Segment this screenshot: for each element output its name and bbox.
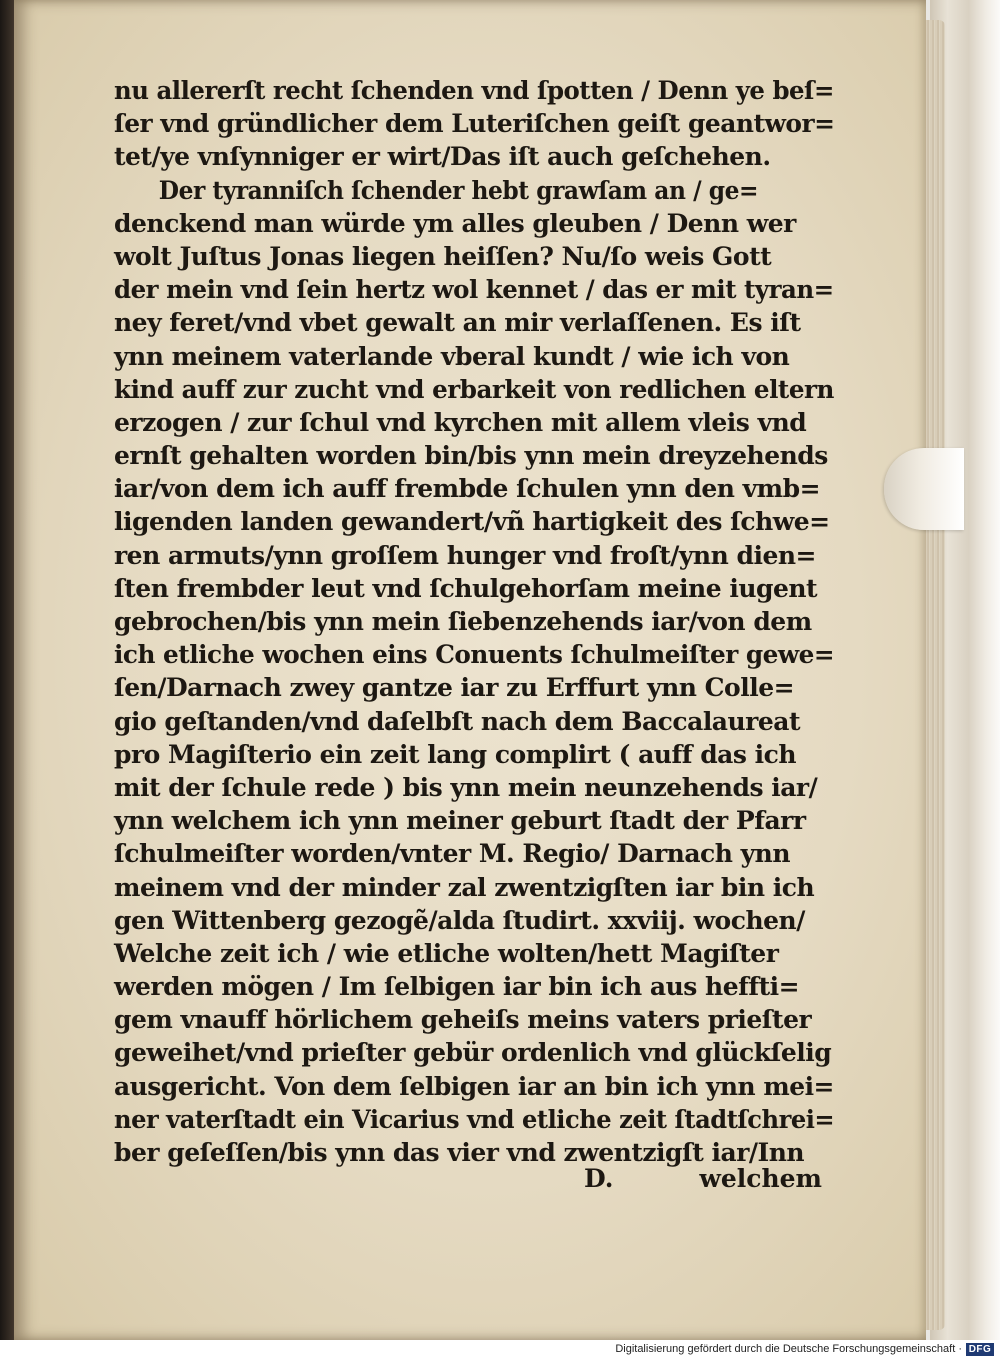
text-line: ynn meinem vaterlande vberal kundt / wie ich von bbox=[114, 341, 790, 371]
text-line: ynn welchem ich ynn meiner geburt ſtadt der Pfarr bbox=[114, 806, 806, 836]
text-line: ren armuts/ynn groſſem hunger vnd froſt/ynn dien= bbox=[114, 540, 816, 570]
text-line: ſten frembder leut vnd ſchulgehorſam meine iugent bbox=[114, 573, 818, 603]
text-line: wolt Juſtus Jonas liegen heiſſen? Nu/ſo weis Gott bbox=[114, 241, 772, 271]
page-footer-line bbox=[114, 1164, 834, 1198]
dfg-logo-icon: DFG bbox=[966, 1343, 994, 1356]
text-line: kind auff zur zucht vnd erbarkeit von redlichen eltern bbox=[114, 374, 834, 404]
catchword: welchem bbox=[699, 1164, 822, 1193]
text-line: mit der ſchule rede ) bis ynn mein neunzehends iar/ bbox=[114, 772, 818, 802]
funding-notice: Digitalisierung gefördert durch die Deutsche Forschungsgemeinschaft · bbox=[615, 1343, 962, 1355]
text-line: gem vnauff hörlichem geheiſs meins vaters prieſter bbox=[114, 1005, 812, 1035]
text-line: geweihet/vnd prieſter gebür ordenlich vnd glückſelig bbox=[114, 1038, 832, 1068]
text-line: tet/ye vnſynniger er wirt/Das iſt auch geſchehen. bbox=[114, 142, 771, 172]
text-line: ney feret/vnd vbet gewalt an mir verlaſſenen. Es iſt bbox=[114, 308, 801, 338]
text-line: Welche zeit ich / wie etliche wolten/hett Magiſter bbox=[114, 938, 779, 968]
text-line: gio geſtanden/vnd daſelbſt nach dem Baccalaureat bbox=[114, 706, 801, 736]
text-line: ligenden landen gewandert/vñ hartigkeit des ſchwe= bbox=[114, 507, 830, 537]
text-line: gebrochen/bis ynn mein ſiebenzehends iar/von dem bbox=[114, 607, 812, 636]
signature-mark: D. bbox=[584, 1164, 614, 1193]
text-line: nu allererſt recht ſchenden vnd ſpotten / Denn ye beſ= bbox=[114, 76, 835, 105]
text-line: iar/von dem ich auff frembde ſchulen ynn den vmb= bbox=[114, 474, 821, 504]
footer-bar bbox=[0, 1340, 1000, 1360]
text-line: Der tyranniſch ſchender hebt grawſam an / ge= bbox=[158, 175, 759, 205]
text-line: ich etliche wochen eins Conuents ſchulmeiſter gewe= bbox=[114, 640, 835, 670]
book-page bbox=[14, 0, 926, 1340]
page-text bbox=[114, 74, 834, 1169]
text-line: pro Magiſterio ein zeit lang complirt ( auff das ich bbox=[114, 739, 797, 769]
text-line: ſen/Darnach zwey gantze iar zu Erffurt ynn Colle= bbox=[114, 673, 795, 703]
text-line: der mein vnd ſein hertz wol kennet / das er mit tyran= bbox=[114, 275, 834, 305]
text-line: ſer vnd gründlicher dem Luteriſchen geiſt geantwor= bbox=[114, 109, 835, 139]
text-line: ner vaterſtadt ein Vicarius vnd etliche zeit ſtadtſchrei= bbox=[114, 1104, 835, 1134]
text-line: ſchulmeiſter worden/vnter M. Regio/ Darnach ynn bbox=[114, 839, 791, 869]
text-line: denckend man würde ym alles gleuben / Denn wer bbox=[114, 208, 796, 238]
text-line: erzogen / zur ſchul vnd kyrchen mit allem vleis vnd bbox=[114, 407, 807, 437]
text-line: gen Wittenberg gezogẽ/alda ſtudirt. xxviij. wochen/ bbox=[114, 905, 805, 935]
text-line: werden mögen / Im ſelbigen iar bin ich aus heffti= bbox=[114, 972, 800, 1002]
text-line: ausgericht. Von dem ſelbigen iar an bin ich ynn mei= bbox=[114, 1071, 834, 1101]
text-line: ber geſeſſen/bis ynn das vier vnd zwentzigſt iar/Inn bbox=[114, 1138, 805, 1167]
page-clip bbox=[884, 448, 964, 530]
text-line: meinem vnd der minder zal zwentzigſten iar bin ich bbox=[114, 872, 815, 902]
text-line: ernſt gehalten worden bin/bis ynn mein dreyzehends bbox=[114, 441, 828, 471]
